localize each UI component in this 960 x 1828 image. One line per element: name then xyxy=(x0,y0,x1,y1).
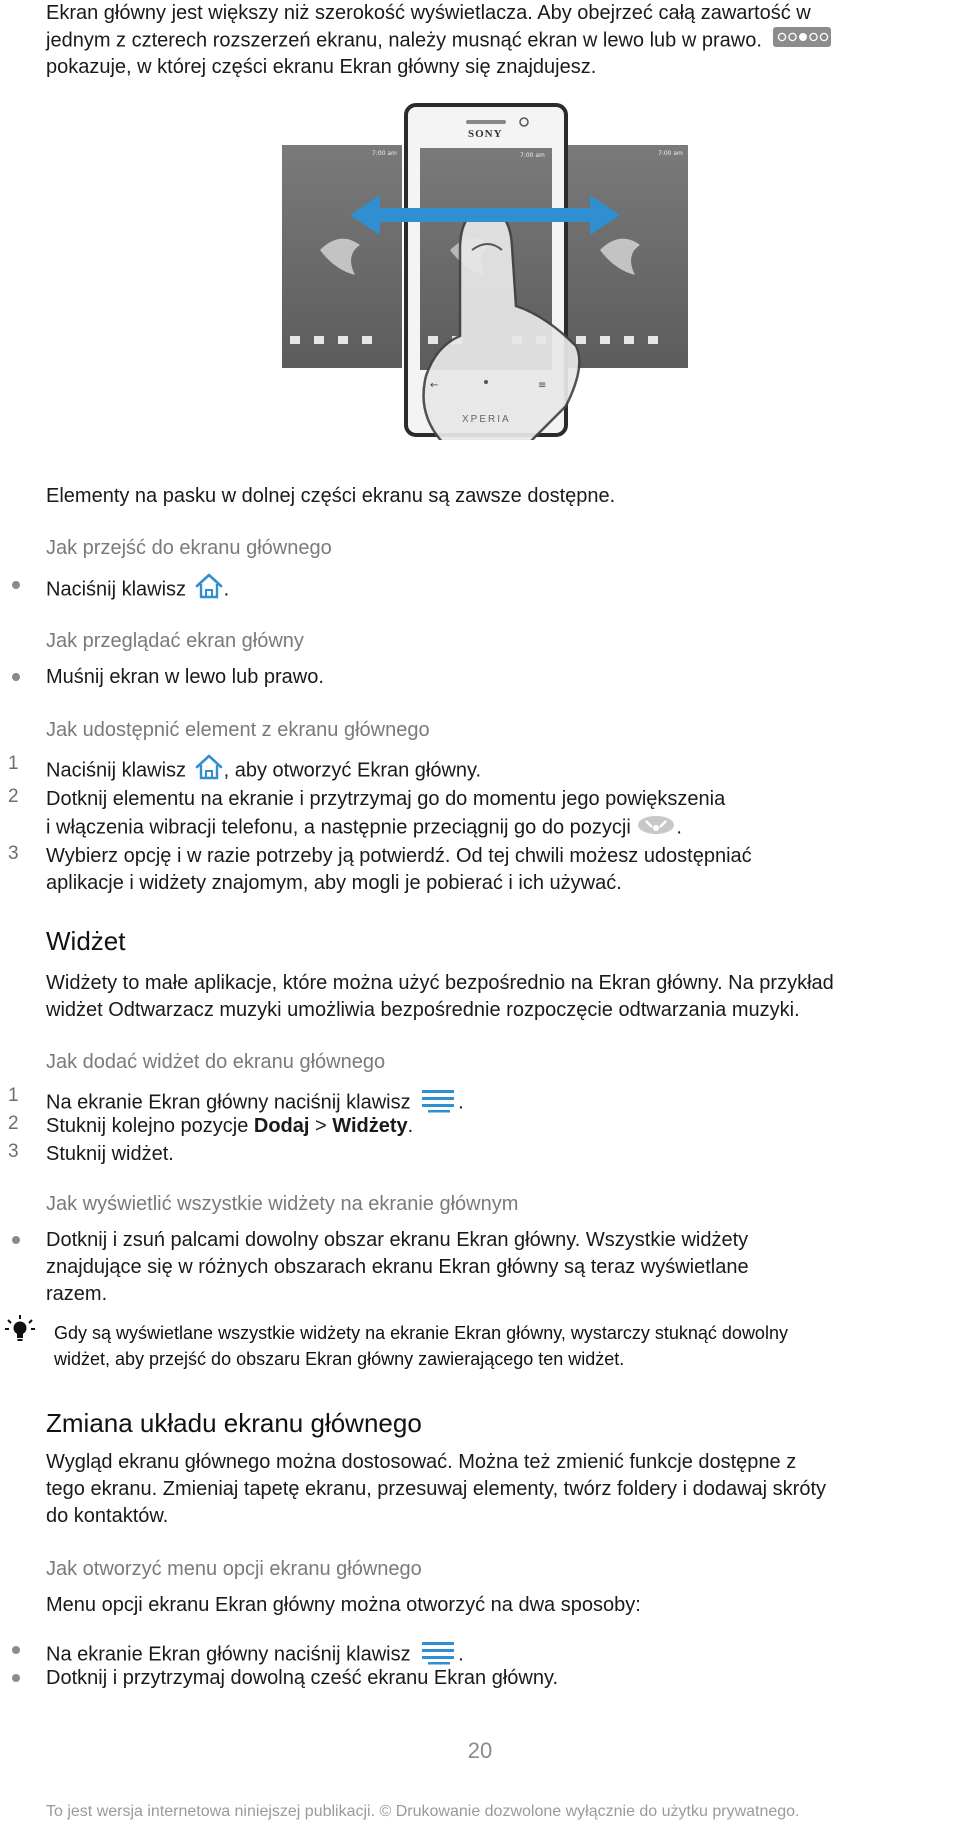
go-home-step-text: Naciśnij klawisz xyxy=(46,578,187,601)
svg-text:≡: ≡ xyxy=(538,380,547,391)
go-home-title: Jak przejść do ekranu głównego xyxy=(46,537,332,559)
layout-heading: Zmiana układu ekranu głównego xyxy=(46,1408,422,1438)
add-widget-title: Jak dodać widżet do ekranu głównego xyxy=(46,1051,386,1073)
options-menu-title: Jak otworzyć menu opcji ekranu głównego xyxy=(46,1558,422,1580)
layout-desc-line-2: tego ekranu. Zmieniaj tapetę ekranu, przesuwaj elementy, twórz foldery i dodawaj skróty xyxy=(46,1478,827,1500)
page-number: 20 xyxy=(467,1738,493,1763)
menu-path-separator: > xyxy=(309,1115,333,1137)
menu-path-widgets: Widżety xyxy=(332,1115,408,1137)
widget-heading: Widżet xyxy=(46,926,126,956)
bullet-dot xyxy=(12,1646,20,1654)
step-number: 1 xyxy=(8,1085,19,1106)
bullet-dot xyxy=(12,673,20,681)
share-step-1 xyxy=(46,753,481,789)
menu-key-icon xyxy=(418,1085,458,1121)
options-menu-bullet-2: Dotknij i przytrzymaj dowolną cześć ekranu Ekran główny. xyxy=(46,1667,559,1689)
add-widget-step-1-end: . xyxy=(458,1091,464,1114)
home-key-icon xyxy=(194,753,224,789)
add-widget-step-3: Stuknij widżet. xyxy=(46,1143,174,1165)
show-widgets-line-3: razem. xyxy=(46,1283,108,1305)
share-step-3-line-2: aplikacje i widżety znajomym, aby mogli je pobierać i ich używać. xyxy=(46,872,622,894)
brand-logo-xperia: XPERIA xyxy=(462,414,511,425)
show-widgets-line-2: znajdujące się w różnych obszarach ekranu Ekran główny są teraz wyświetlane xyxy=(46,1256,749,1278)
share-step-2-line-2 xyxy=(46,813,682,843)
step-number: 3 xyxy=(8,843,19,864)
brand-logo-sony: SONY xyxy=(468,128,503,140)
step-number: 2 xyxy=(8,786,19,807)
step-number: 3 xyxy=(8,1141,19,1162)
intro-line-1: Ekran główny jest większy niż szerokość wyświetlacza. Aby obejrzeć całą zawartość w xyxy=(46,2,811,24)
share-step-2-line-1: Dotknij elementu na ekranie i przytrzymaj go do momentu jego powiększenia xyxy=(46,788,726,810)
bullet-dot xyxy=(12,1236,20,1244)
step-number: 1 xyxy=(8,753,19,774)
intro-line-3: pokazuje, w której części ekranu Ekran główny się znajdujesz. xyxy=(46,56,597,78)
options-menu-intro: Menu opcji ekranu Ekran główny można otworzyć na dwa sposoby: xyxy=(46,1594,641,1616)
tip-line-2: widżet, aby przejść do obszaru Ekran główny zawierającego ten widżet. xyxy=(54,1349,625,1369)
show-widgets-line-1: Dotknij i zsuń palcami dowolny obszar ekranu Ekran główny. Wszystkie widżety xyxy=(46,1229,749,1251)
add-widget-step-1-text: Na ekranie Ekran główny naciśnij klawisz xyxy=(46,1091,411,1114)
share-step-2-line-2-text: i włączenia wibracji telefonu, a następnie przeciągnij go do pozycji xyxy=(46,816,631,839)
share-step-1-end: , aby otworzyć Ekran główny. xyxy=(223,759,482,782)
share-step-2-end: . xyxy=(676,816,682,839)
bullet-dot xyxy=(12,581,20,589)
step-number: 2 xyxy=(8,1113,19,1134)
share-step-1-text: Naciśnij klawisz xyxy=(46,759,187,782)
widget-desc-line-1: Widżety to małe aplikacje, które można użyć bezpośrednio na Ekran główny. Na przykład xyxy=(46,972,834,994)
intro-line-2-text: jednym z czterech rozszerzeń ekranu, należy musnąć ekran w lewo lub w prawo. xyxy=(46,29,762,52)
widget-desc-line-2: widżet Odtwarzacz muzyki umożliwia bezpośrednie rozpoczęcie odtwarzania muzyki. xyxy=(46,999,800,1021)
status-time-right: 7:00 am xyxy=(658,150,683,157)
share-target-icon xyxy=(636,813,676,843)
add-widget-step-2 xyxy=(46,1113,413,1140)
menu-path-add: Dodaj xyxy=(253,1115,310,1137)
add-widget-step-2-text: Stuknij kolejno pozycje xyxy=(46,1115,254,1137)
layout-desc-line-1: Wygląd ekranu głównego można dostosować. Można też zmienić funkcje dostępne z xyxy=(46,1451,797,1473)
intro-line-2 xyxy=(46,27,831,55)
share-step-3-line-1: Wybierz opcję i w razie potrzeby ją potwierdź. Od tej chwili możesz udostępniać xyxy=(46,845,752,867)
add-widget-step-2-end: . xyxy=(407,1115,414,1137)
tip-line-1: Gdy są wyświetlane wszystkie widżety na ekranie Ekran główny, wystarczy stuknąć dowolny xyxy=(54,1323,788,1343)
share-title: Jak udostępnić element z ekranu głównego xyxy=(46,719,430,741)
home-screen-swipe-illustration xyxy=(280,100,690,440)
svg-text:←: ← xyxy=(430,380,439,391)
status-time-left: 7:00 am xyxy=(372,150,397,157)
status-time-center: 7:00 am xyxy=(520,152,545,159)
browse-title: Jak przeglądać ekran główny xyxy=(46,630,304,652)
options-menu-bullet-1-end: . xyxy=(458,1643,464,1666)
pager-dots-icon xyxy=(773,27,831,55)
go-home-step-end: . xyxy=(223,578,230,601)
show-widgets-title: Jak wyświetlić wszystkie widżety na ekranie głównym xyxy=(46,1193,519,1215)
options-menu-bullet-1-text: Na ekranie Ekran główny naciśnij klawisz xyxy=(46,1643,411,1666)
bottom-bar-note: Elementy na pasku w dolnej części ekranu są zawsze dostępne. xyxy=(46,485,616,507)
browse-step: Muśnij ekran w lewo lub prawo. xyxy=(46,666,324,688)
go-home-step xyxy=(46,572,229,608)
home-key-icon xyxy=(194,572,224,608)
layout-desc-line-3: do kontaktów. xyxy=(46,1505,169,1527)
footer-notice: To jest wersja internetowa niniejszej publikacji. © Drukowanie dozwolone wyłącznie do użytku prywatnego. xyxy=(46,1803,800,1820)
tip-lightbulb-icon xyxy=(4,1314,36,1351)
bullet-dot xyxy=(12,1674,20,1682)
